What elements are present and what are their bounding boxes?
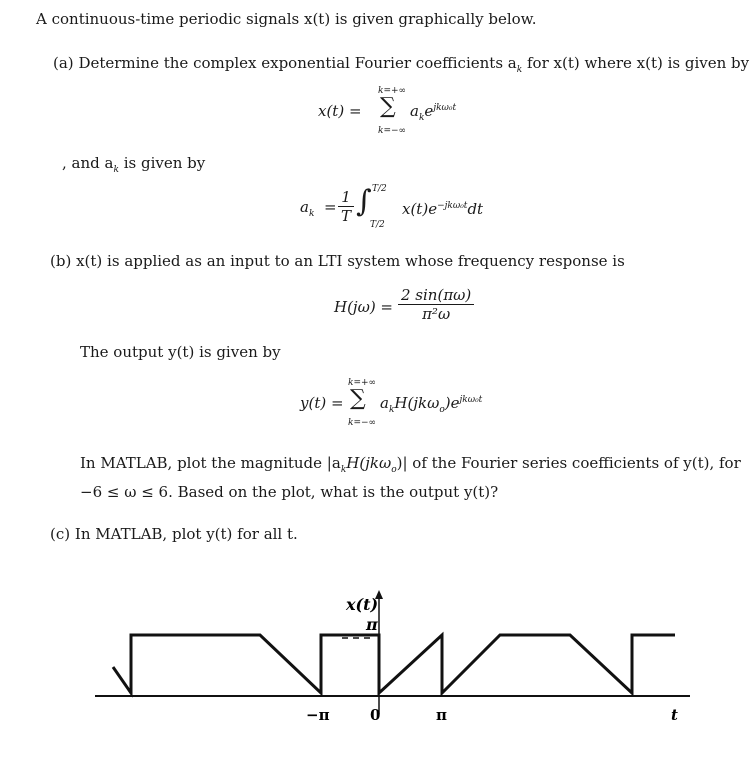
eq4-term: $a_kH(jk\omega_o)e^{jk\omega_0t}$ xyxy=(380,394,483,415)
graph-xtick-zero: 0 xyxy=(370,706,381,724)
summation-symbol-2: ∑ xyxy=(350,386,366,411)
equation-ak-integral xyxy=(300,182,540,232)
eq2-equals: = xyxy=(324,198,337,216)
eq4-lhs: y(t) = xyxy=(300,394,344,412)
part-c-text: In MATLAB, plot y(t) for all t. xyxy=(74,525,298,543)
equation-frequency-response xyxy=(334,286,494,330)
eq3-fraction: $\frac{2 \sin(\pi\omega)}{\text{π²ω}}$ xyxy=(398,286,474,323)
integral-symbol: ∫ xyxy=(356,184,372,219)
signal-graph xyxy=(0,580,752,766)
part-c-label: (c) xyxy=(50,525,71,543)
equation-output-series xyxy=(300,378,530,434)
eq3-lhs: H(jω) = xyxy=(334,298,394,316)
part-a-text-sub: k xyxy=(516,65,523,75)
part-a-text-tail: for x(t) where x(t) is given by xyxy=(526,54,750,72)
matlab-instruction-line1: In MATLAB, plot the magnitude $|a_kH(jk\omega_o)|$ of the Fourier series coefficients of y(t), for xyxy=(80,454,741,475)
signal-x-waveform xyxy=(113,635,675,693)
part-b-label: (b) xyxy=(50,252,72,270)
graph-xlabel: t xyxy=(671,706,678,724)
problem-intro xyxy=(36,10,537,28)
output-text: The output y(t) is given by xyxy=(80,343,281,361)
graph-xtick-neg-pi: −π xyxy=(306,706,330,724)
graph-ylabel: x(t) xyxy=(346,595,379,614)
intro-text: A continuous-time periodic signals x(t) is given graphically below. xyxy=(36,10,537,28)
part-c-statement xyxy=(50,525,298,543)
and-ak-text: , and $a_k$ is given by xyxy=(62,154,206,175)
part-b-statement xyxy=(50,252,625,270)
part-a-label: (a) xyxy=(53,54,74,72)
eq2-lhs: $a_k$ xyxy=(300,198,315,219)
eq2-upper-limit: T/2 xyxy=(372,184,387,194)
summation-symbol: ∑ xyxy=(380,94,396,119)
eq4-lower-limit: k=−∞ xyxy=(348,418,377,428)
eq2-fraction: $\frac{1}{T}$ xyxy=(338,188,354,225)
graph-ytick-pi: π xyxy=(366,615,378,634)
eq2-body: $x(t)e^{-jk\omega_0t}dt$ xyxy=(402,200,484,218)
part-b-text: x(t) is applied as an input to an LTI system whose frequency response is xyxy=(76,252,625,270)
eq1-lhs: x(t) = xyxy=(318,102,362,120)
graph-xtick-pos-pi: π xyxy=(436,706,447,724)
eq1-lower-limit: k=−∞ xyxy=(378,126,407,136)
equation-fourier-series xyxy=(318,86,518,146)
eq1-upper-limit: k=+∞ xyxy=(378,86,407,96)
eq4-upper-limit: k=+∞ xyxy=(348,378,377,388)
part-a-statement xyxy=(53,54,749,75)
eq1-term: $a_ke^{jk\omega_0t}$ xyxy=(410,102,457,123)
part-a-text: Determine the complex exponential Fourier coefficients a xyxy=(78,54,517,72)
matlab-instruction-line2: −6 ≤ ω ≤ 6. Based on the plot, what is the output y(t)? xyxy=(80,483,499,501)
eq2-lower-limit: T/2 xyxy=(370,220,385,230)
